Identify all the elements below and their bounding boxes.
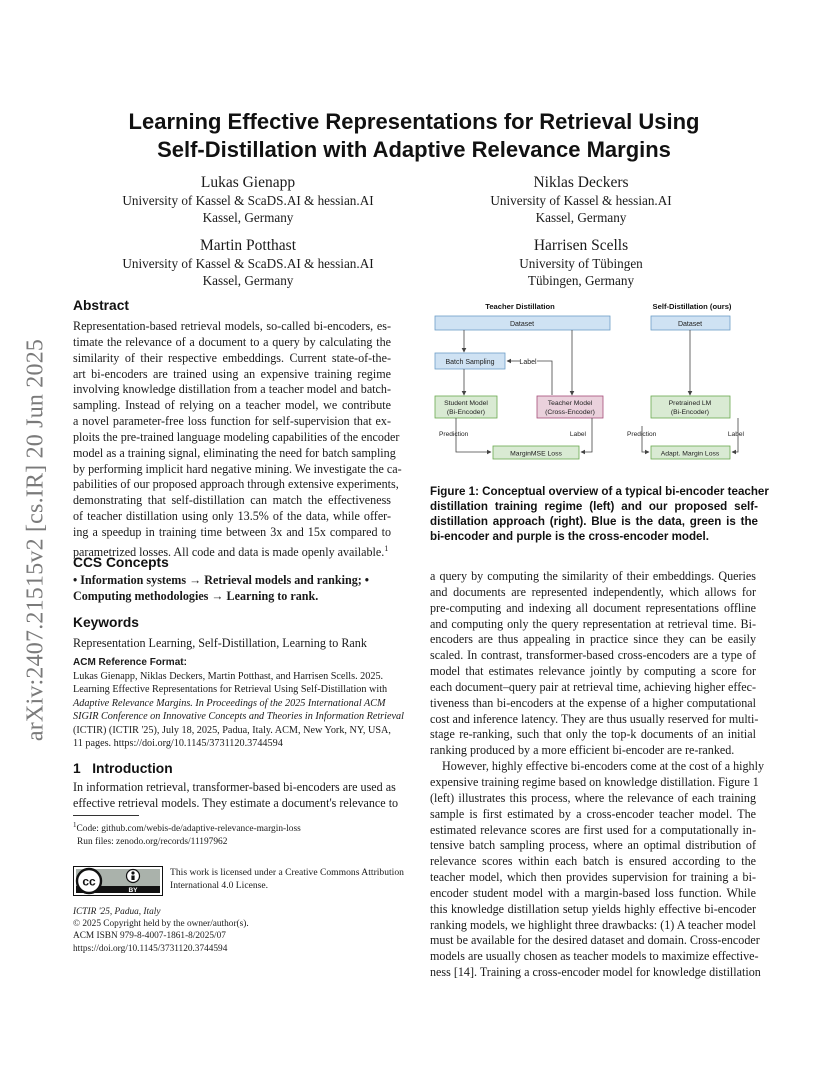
- author-block-4: [411, 236, 751, 289]
- acm-reference-line: 11 pages. https://doi.org/10.1145/3731120.3744594: [73, 738, 283, 749]
- body-line: encoder student model with a margin-based loss function. While: [430, 885, 756, 900]
- introduction-body: [73, 780, 399, 812]
- author-name: Martin Potthast: [199, 237, 296, 254]
- author-block-2: [411, 173, 751, 226]
- abstract-line: model as a training signal, eliminating the need for batch sampling: [73, 445, 396, 460]
- label-label-self: Label: [727, 431, 744, 438]
- ccs-line-1: • Information systems → Retrieval models and ranking; •: [73, 573, 370, 587]
- author-affiliation: University of Tübingen: [519, 256, 643, 271]
- body-line: tensive batch sampling process, where an optimal distribution of: [430, 838, 756, 853]
- self-distillation-title: Self-Distillation (ours): [652, 302, 732, 311]
- footnote-rule: [73, 815, 139, 816]
- prediction-label-teacher: Prediction: [439, 431, 469, 438]
- body-line: estimated relevance scores are first used for a computationally in-: [430, 822, 756, 837]
- caption-line: bi-encoder and purple is the cross-encoder model.: [430, 530, 709, 543]
- batch-sampling-label: Batch Sampling: [445, 359, 495, 366]
- body-line: However, highly effective bi-encoders come at the cost of a highly: [442, 759, 765, 774]
- arxiv-identifier-stamp: arXiv:2407.21515v2 [cs.IR] 20 Jun 2025: [22, 338, 49, 742]
- body-line: and computing only the query representation at retrieval time. Bi-: [430, 616, 756, 631]
- teacher-model-label: Teacher Model: [547, 400, 593, 407]
- right-column-body: [430, 569, 765, 981]
- author-name: Niklas Deckers: [533, 174, 629, 191]
- dataset-label-teacher: Dataset: [509, 321, 535, 328]
- abstract-line: a novel parameter-free loss function for self-supervision that ex-: [73, 414, 391, 429]
- ccs-line-2: Computing methodologies → Learning to rank.: [73, 588, 319, 603]
- caption-line: distillation approach (right). Blue is the data, green is the: [430, 515, 758, 528]
- ccs-heading: CCS Concepts: [73, 555, 169, 570]
- body-line: scaled. In contrast, transformer-based cross-encoders are a type of: [430, 648, 756, 663]
- figure-1-diagram: [430, 296, 760, 468]
- author-location: Kassel, Germany: [202, 272, 294, 288]
- caption-line: distillation training regime (left) and our proposed self-: [430, 500, 758, 513]
- author-name: Harrisen Scells: [533, 237, 629, 254]
- label-label-teacher: Label: [569, 431, 586, 438]
- teacher-model-sublabel: (Cross-Encoder): [545, 409, 595, 416]
- abstract-line: sampling. Instead of relying on a teacher model, we contribute: [73, 398, 391, 413]
- body-line: cost and inference latency. They are thus usually reserved for multi-: [430, 711, 759, 726]
- cc-logo-text: cc: [82, 874, 96, 889]
- acm-reference-line: (ICTIR) (ICTIR '25), July 18, 2025, Padua, Italy. ACM, New York, NY, USA,: [73, 724, 391, 736]
- abstract-line: pabilities of our proposed approach through extensive experiments,: [73, 477, 399, 492]
- caption-line: Figure 1: Conceptual overview of a typical bi-encoder teacher: [430, 485, 769, 498]
- cc-by-license-badge[interactable]: [73, 866, 163, 896]
- title-line-1: Learning Effective Representations for Retrieval Using: [128, 109, 700, 134]
- abstract-line: ing a speedup in training time between 3x and 15x compared to: [73, 524, 391, 539]
- body-line: ranking produced by a more efficient bi-encoder are re-ranked.: [430, 743, 735, 758]
- intro-line: effective retrieval models. They estimate a document's relevance to: [73, 795, 399, 810]
- abstract-line: involving knowledge distillation from a teacher model and batch-: [73, 382, 391, 397]
- body-line: relevance scores within each batch is ensured according to the: [430, 854, 756, 869]
- body-line: (left) illustrates this process, where the relevance of each training: [430, 790, 756, 805]
- abstract-line: of teacher distillation using only 13.5% of the data, while offer-: [73, 509, 391, 524]
- body-line: pre-computing and indexing all document representations offline: [430, 600, 756, 615]
- keywords-heading: Keywords: [73, 615, 139, 630]
- teacher-distillation-title: Teacher Distillation: [485, 302, 555, 311]
- body-line: ness [14]. Training a cross-encoder model for knowledge distillation: [430, 965, 761, 980]
- intro-line: In information retrieval, transformer-based bi-encoders are used as: [73, 780, 396, 794]
- acm-reference-line: Adaptive Relevance Margins. In Proceedings of the 2025 International ACM: [73, 697, 386, 709]
- body-line: encoders are thus appealing in practice since they can be easily: [430, 632, 756, 647]
- author-location: Kassel, Germany: [535, 209, 627, 225]
- abstract-line: Representation-based retrieval models, so-called bi-encoders, es-: [73, 319, 391, 333]
- adapt-margin-loss-label: Adapt. Margin Loss: [660, 450, 720, 458]
- introduction-heading: [73, 761, 173, 776]
- body-line: sample is first estimated by a cross-encoder teacher model. The: [430, 806, 756, 821]
- section-number: 1: [73, 761, 81, 776]
- isbn-line: ACM ISBN 979-8-4007-1861-8/2025/07: [73, 931, 226, 942]
- body-line: models are usually chosen as teacher models to maximize effective-: [430, 949, 759, 964]
- prediction-label-self: Prediction: [627, 431, 657, 438]
- body-line: this knowledge distillation setup yields highly effective bi-encoder: [430, 901, 756, 916]
- acm-reference-line: SIGIR Conference on Innovative Concepts and Theories in Information Retrieval: [73, 711, 404, 722]
- title-line-2: Self-Distillation with Adaptive Relevance Margins: [157, 137, 671, 162]
- section-title: Introduction: [92, 761, 173, 776]
- pretrained-lm-sublabel: (Bi-Encoder): [670, 409, 710, 416]
- paper-title: [90, 108, 738, 164]
- body-line: tiveness than bi-encoders at the expense of a higher computational: [430, 695, 756, 710]
- abstract-line: similarity of their respective embeddings. Current state-of-the-: [73, 350, 391, 365]
- acm-reference: [73, 656, 404, 751]
- abstract-line: timate the relevance of a document to a query by calculating the: [73, 334, 391, 349]
- abstract-line: art bi-encoders are trained using an expensive training regime: [73, 366, 391, 381]
- author-affiliation: University of Kassel & ScaDS.AI & hessian.AI: [122, 256, 374, 271]
- license-line: International 4.0 License.: [170, 880, 269, 891]
- copyright-line: © 2025 Copyright held by the owner/author(s).: [73, 919, 249, 930]
- body-line: model that estimates relevance jointly by computing a score for: [430, 664, 756, 679]
- license-text: [170, 866, 404, 892]
- body-line: stage re-ranking, such that only the top-k documents of an initial: [430, 727, 756, 742]
- abstract-body: [73, 319, 402, 561]
- footnote-number: 1: [73, 821, 77, 829]
- pretrained-lm-label: Pretrained LM: [668, 400, 712, 407]
- dataset-label-self: Dataset: [677, 321, 703, 328]
- author-location: Tübingen, Germany: [527, 272, 635, 288]
- author-block-1: [78, 173, 418, 226]
- footnote-runfiles-link[interactable]: Run files: zenodo.org/records/11197962: [77, 836, 228, 847]
- abstract-line: ploits the pre-trained language modeling capabilities of the encoder: [73, 429, 400, 444]
- acm-reference-heading: ACM Reference Format:: [73, 657, 187, 668]
- abstract-heading: Abstract: [73, 298, 129, 313]
- figure-1-caption: [430, 484, 769, 544]
- body-line: a query by computing the similarity of their embeddings. Queries: [430, 569, 756, 583]
- footnote: [73, 819, 301, 848]
- author-location: Kassel, Germany: [202, 209, 294, 225]
- author-affiliation: University of Kassel & hessian.AI: [490, 193, 672, 208]
- license-line: This work is licensed under a Creative Commons Attribution: [170, 867, 404, 878]
- author-name: Lukas Gienapp: [200, 174, 296, 191]
- conference-venue: ICTIR '25, Padua, Italy: [73, 907, 161, 917]
- student-model-label: Student Model: [444, 400, 488, 407]
- copyright-block: [73, 906, 249, 955]
- abstract-last-line-text: parametrized losses. All code and data is made openly available.: [73, 544, 385, 559]
- keywords-text: Representation Learning, Self-Distillation, Learning to Rank: [73, 636, 367, 650]
- body-line: and documents are represented independently, which allows for: [430, 584, 756, 599]
- body-line: ranking models, we highlight three drawbacks: (1) A teacher model: [430, 917, 756, 932]
- abstract-line: by performing implicit hard negative mining. We investigate the ca-: [73, 461, 402, 476]
- student-model-sublabel: (Bi-Encoder): [446, 409, 486, 416]
- acm-reference-line: Learning Effective Representations for Retrieval Using Self-Distillation with: [73, 684, 388, 695]
- author-affiliation: University of Kassel & ScaDS.AI & hessian.AI: [122, 193, 374, 208]
- acm-reference-line: Lukas Gienapp, Niklas Deckers, Martin Potthast, and Harrisen Scells. 2025.: [73, 670, 384, 682]
- footnote-code-link[interactable]: Code: github.com/webis-de/adaptive-relevance-margin-loss: [76, 824, 301, 835]
- body-line: expensive training regime based on knowledge distillation. Figure 1: [430, 774, 759, 789]
- body-line: each document–query pair at retrieval time, achieving higher effec-: [430, 679, 756, 694]
- label-annotation-batch: Label: [519, 359, 537, 366]
- author-block-3: [78, 236, 418, 289]
- footnote-marker: 1: [384, 543, 389, 553]
- body-line: must be available for the desired dataset and domain. Cross-encoder: [430, 933, 760, 948]
- by-label: BY: [128, 887, 138, 894]
- ccs-concepts: [73, 573, 391, 605]
- abstract-line: demonstrating that self-distillation can match the effectiveness: [73, 493, 391, 508]
- doi-link[interactable]: https://doi.org/10.1145/3731120.3744594: [73, 943, 228, 954]
- body-line: teacher model, which then provides supervision for training a bi-: [430, 870, 756, 885]
- marginmse-loss-label: MarginMSE Loss: [510, 450, 562, 458]
